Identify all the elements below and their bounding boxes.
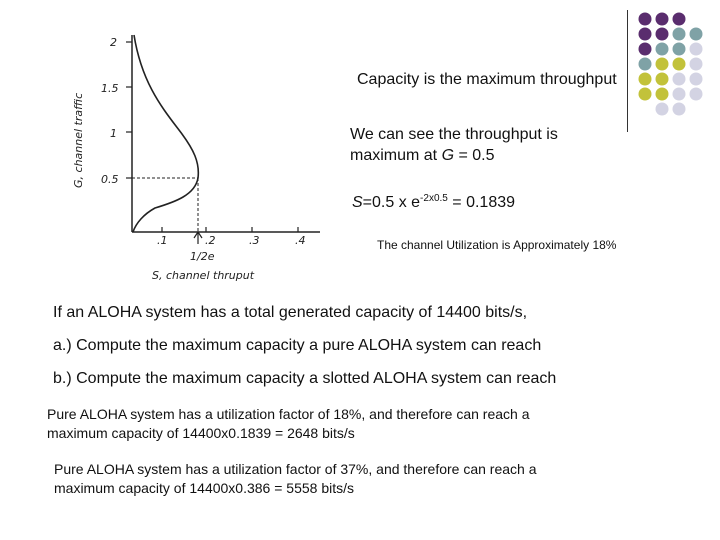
question-b: b.) Compute the maximum capacity a slotted ALOHA system can reach: [53, 370, 557, 387]
x-tick-label: .1: [157, 234, 168, 247]
decorative-dot: [690, 43, 703, 56]
decorative-dot: [673, 13, 686, 26]
decorative-dot: [656, 58, 669, 71]
answer-a-line-1: Pure ALOHA system has a utilization factor of 18%, and therefore can reach a: [47, 406, 530, 422]
y-tick-label: 0.5: [101, 173, 119, 186]
y-tick-label: 2: [110, 36, 117, 49]
decorative-dot: [673, 58, 686, 71]
formula-base: =0.5 x e: [362, 194, 421, 211]
formula-exponent: -2x0.5: [420, 193, 448, 204]
y-tick-label: 1.5: [101, 82, 119, 95]
slide-heading: Capacity is the maximum throughput: [357, 71, 617, 88]
decorative-dot: [656, 43, 669, 56]
x-tick-label: .4: [295, 234, 306, 247]
x-tick-label: .3: [249, 234, 260, 247]
decorative-dot: [690, 88, 703, 101]
decorative-dot: [639, 28, 652, 41]
aloha-throughput-graph: [60, 30, 330, 285]
decorative-dot-grid: [636, 12, 720, 118]
variable-s: S: [352, 194, 363, 211]
answer-a: [47, 405, 530, 443]
half-e-label: 1/2e: [190, 250, 215, 263]
decorative-dot: [639, 43, 652, 56]
decorative-dot: [656, 103, 669, 116]
answer-a-line-2: maximum capacity of 14400x0.1839 = 2648 bits/s: [47, 425, 355, 441]
y-tick-label: 1: [110, 127, 117, 140]
observation-suffix: = 0.5: [454, 147, 495, 164]
decorative-dot: [690, 58, 703, 71]
decorative-dot: [673, 43, 686, 56]
answer-b: [54, 460, 537, 498]
decorative-dot: [673, 28, 686, 41]
decorative-dot: [690, 73, 703, 86]
problem-statement: If an ALOHA system has a total generated capacity of 14400 bits/s,: [53, 304, 528, 321]
x-axis-label: S, channel thruput: [152, 269, 255, 282]
x-tick-label: .2: [205, 234, 216, 247]
decorative-dot: [639, 58, 652, 71]
decorative-dot: [656, 88, 669, 101]
answer-b-line-2: maximum capacity of 14400x0.386 = 5558 bits/s: [54, 480, 355, 496]
throughput-curve: [133, 35, 198, 232]
decorative-dot: [690, 28, 703, 41]
y-axis-label: G, channel traffic: [72, 92, 85, 188]
formula-result: = 0.1839: [447, 194, 516, 211]
decorative-divider: [627, 10, 628, 132]
observation-line-1: We can see the throughput is: [350, 126, 558, 143]
decorative-dot: [673, 103, 686, 116]
observation-text: [350, 124, 558, 166]
observation-line-2: [350, 145, 558, 166]
utilization-note: The channel Utilization is Approximately 18%: [377, 238, 617, 252]
answer-b-line-1: Pure ALOHA system has a utilization factor of 37%, and therefore can reach a: [54, 461, 537, 477]
decorative-dot: [656, 73, 669, 86]
decorative-dot: [673, 88, 686, 101]
decorative-dot: [656, 28, 669, 41]
decorative-dot: [639, 73, 652, 86]
decorative-dot: [639, 13, 652, 26]
observation-prefix: maximum at: [350, 147, 442, 164]
decorative-dot: [673, 73, 686, 86]
variable-g: G: [441, 147, 455, 164]
decorative-dot: [656, 13, 669, 26]
question-a: a.) Compute the maximum capacity a pure ALOHA system can reach: [53, 337, 542, 354]
throughput-formula: [352, 194, 515, 212]
decorative-dot: [639, 88, 652, 101]
